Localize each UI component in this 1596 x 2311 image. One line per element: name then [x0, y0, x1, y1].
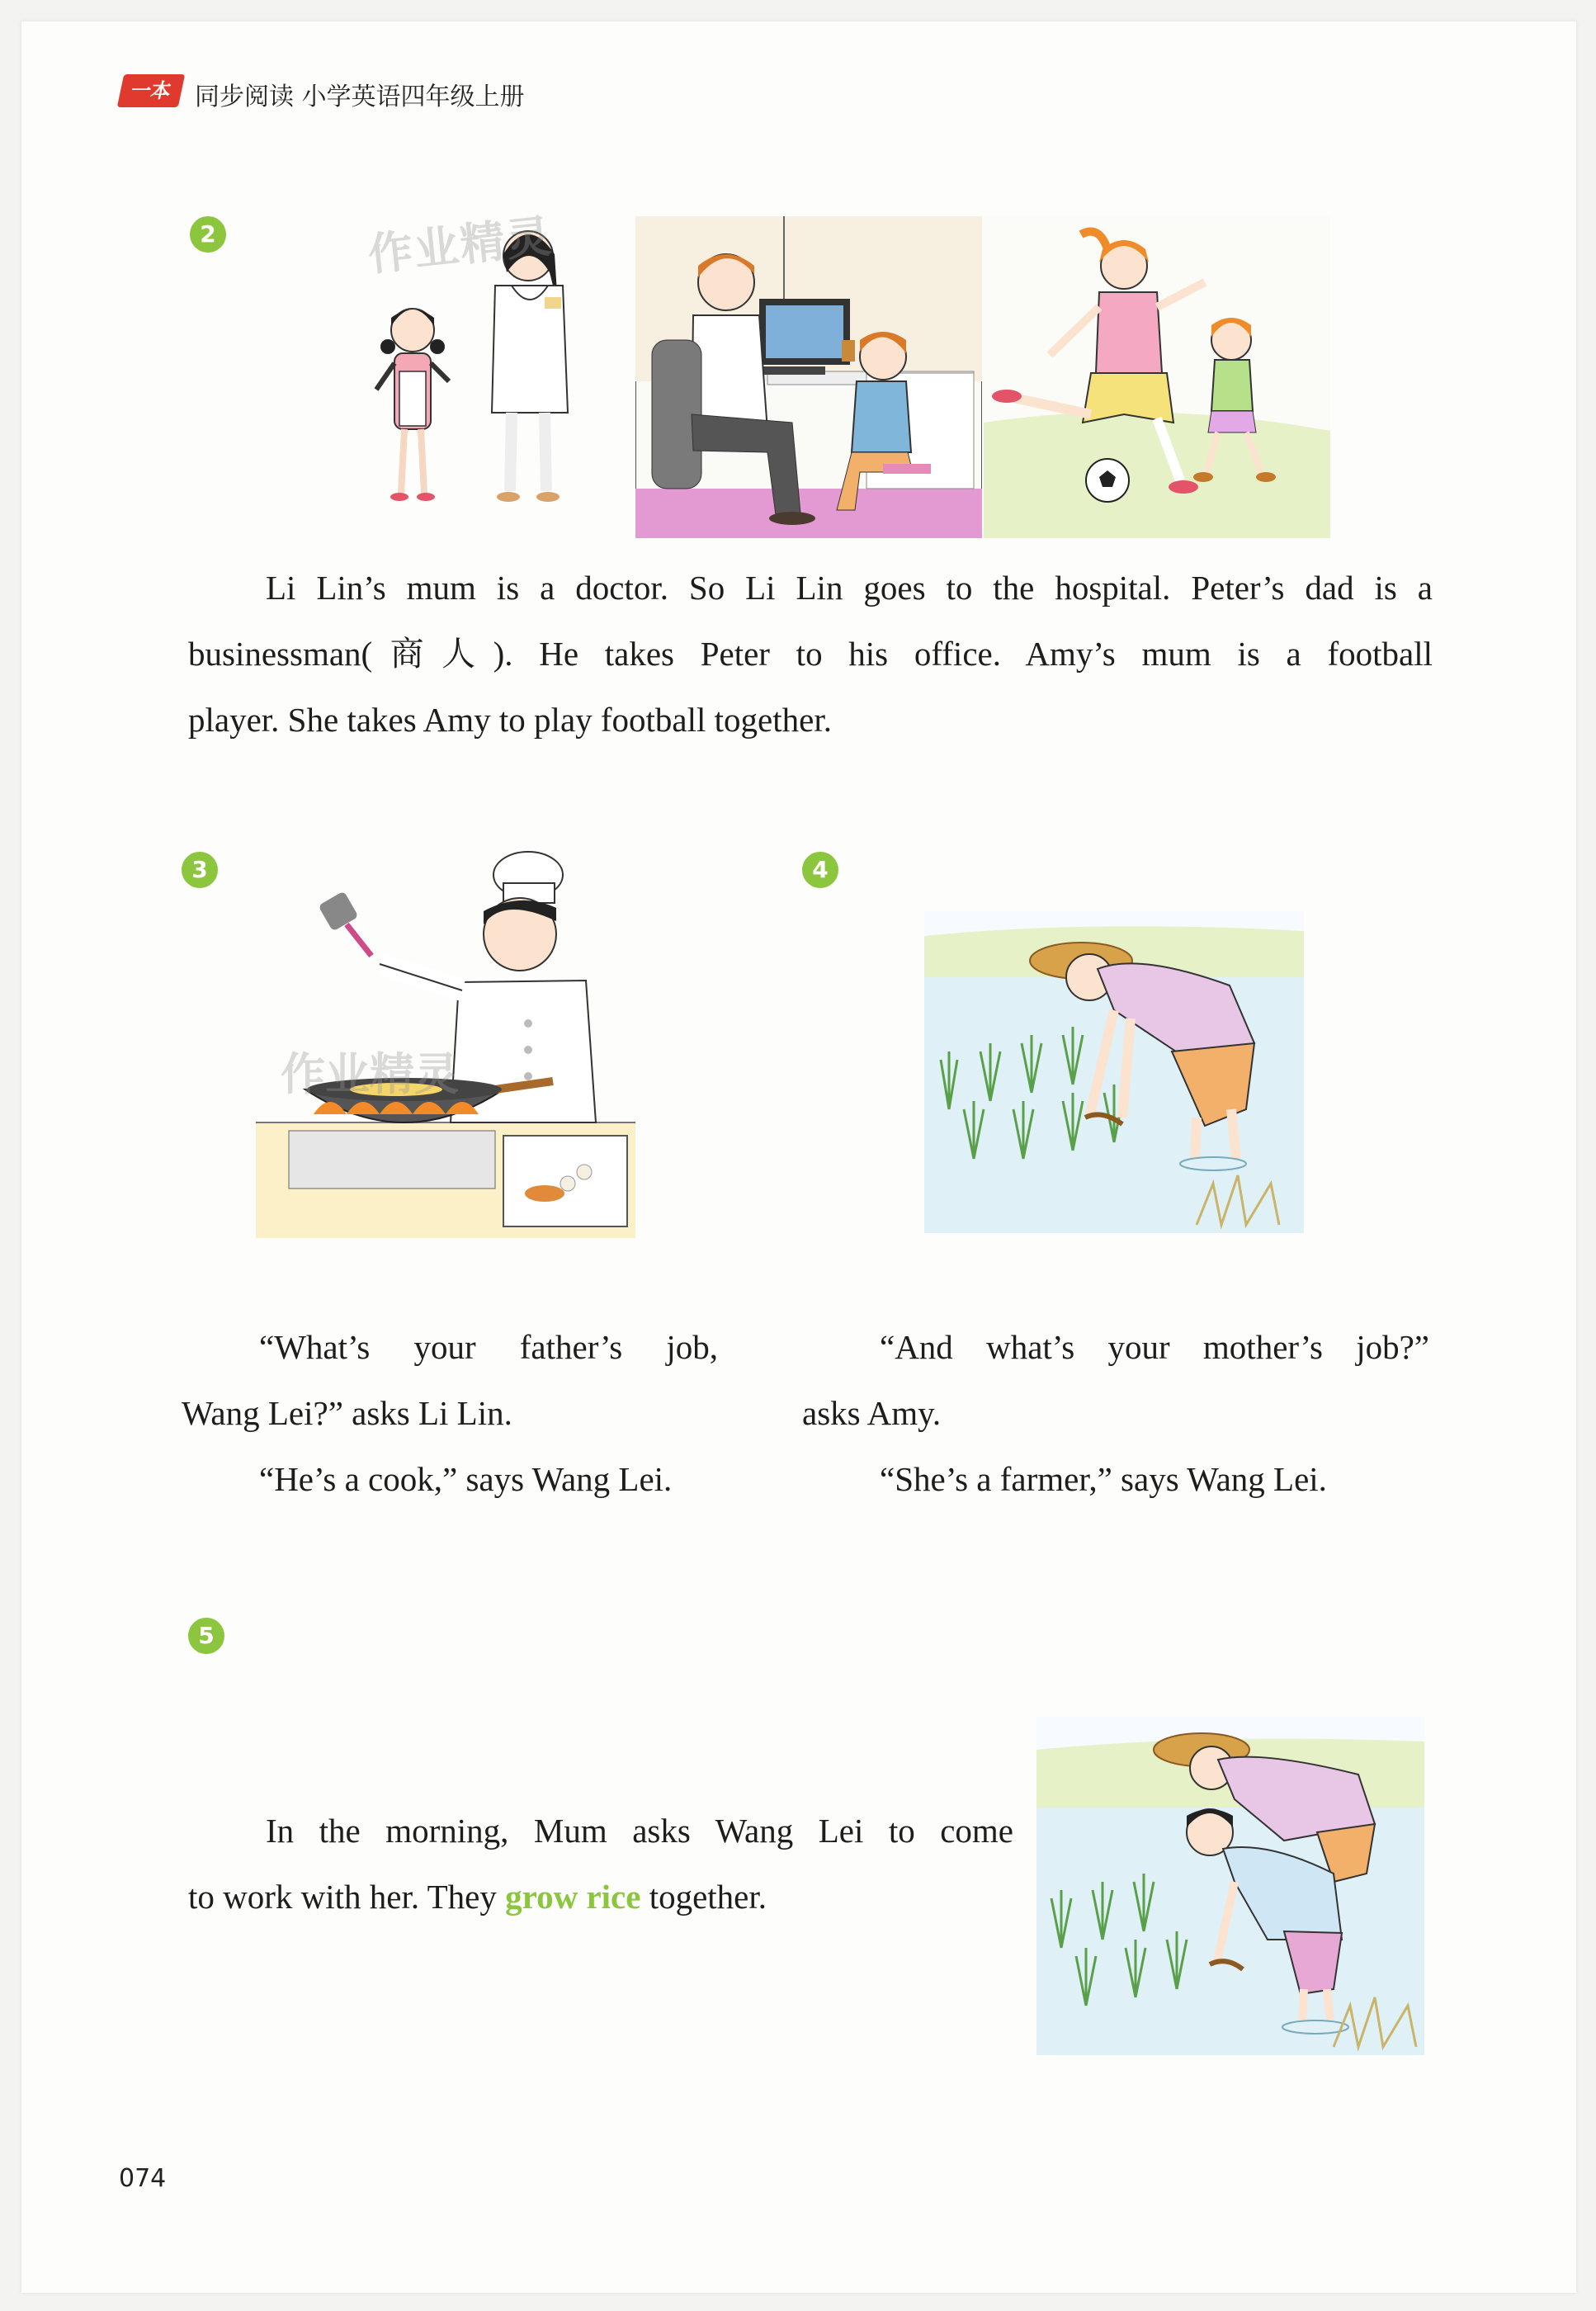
dialogue-line: “And what’s your mother’s job?” [880, 1328, 1429, 1366]
dialogue-line: “She’s a farmer,” says Wang Lei. [880, 1460, 1327, 1498]
dialogue-line: “He’s a cook,” says Wang Lei. [259, 1460, 673, 1498]
section-2-paragraph [188, 555, 1433, 753]
paragraph-line: In the morning, Mum asks Wang Lei to come [266, 1812, 1013, 1850]
dialogue-line: Wang Lei?” asks Li Lin. [182, 1394, 512, 1432]
text-before-highlight: to work with her. They [188, 1878, 506, 1916]
dialogue-line: asks Amy. [802, 1394, 942, 1432]
section-3-text [182, 1314, 718, 1512]
text-after-highlight: together. [640, 1878, 767, 1916]
paragraph-line [188, 1864, 1013, 1930]
brand-logo: 一本 [117, 74, 186, 107]
section-number-2: 2 [190, 216, 226, 253]
paragraph-line: businessman(商人). He takes Peter to his office. Amy’s mum is a football [188, 635, 1433, 673]
highlighted-phrase: grow rice [505, 1878, 641, 1916]
watermark: 作业精灵 [281, 1048, 459, 1100]
paragraph-line: player. She takes Amy to play football together. [188, 701, 832, 739]
dialogue-line: “What’s your father’s job, [259, 1328, 718, 1366]
watermark: 作业精灵 [366, 210, 555, 281]
section-number-4: 4 [802, 852, 838, 888]
paragraph-line: Li Lin’s mum is a doctor. So Li Lin goes to the hospital. Peter’s dad is a [266, 569, 1433, 607]
section-number-3: 3 [182, 852, 218, 888]
section-5-text [188, 1798, 1013, 1930]
cook-illustration [256, 842, 644, 1238]
doctor-illustration [347, 206, 619, 536]
office-illustration [635, 216, 982, 538]
rice-planting-illustration [1036, 1717, 1424, 2055]
section-4-text [802, 1314, 1429, 1512]
section-number-5: 5 [188, 1618, 224, 1654]
football-illustration [984, 216, 1330, 538]
page-number: 074 [119, 2164, 167, 2193]
book-title: 同步阅读 小学英语四年级上册 [195, 83, 525, 111]
farmer-illustration [924, 911, 1304, 1233]
